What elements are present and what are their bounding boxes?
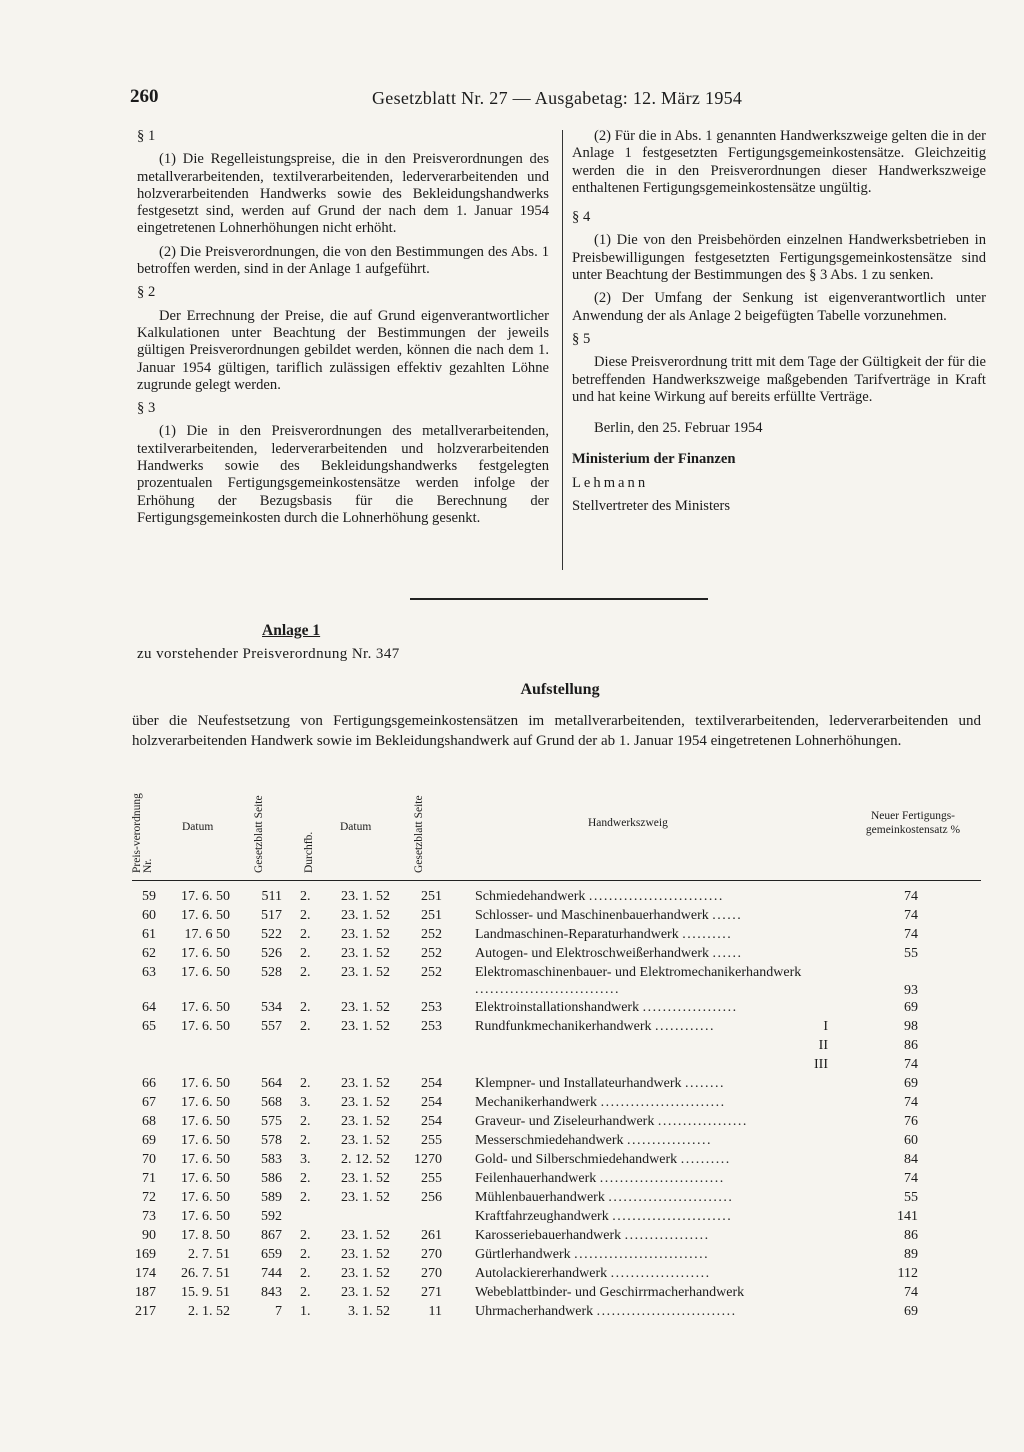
cell-zweig — [475, 1189, 815, 1206]
cell-satz: 98 — [904, 1019, 918, 1034]
cell-zweig — [475, 907, 815, 924]
cell-seite: 568 — [261, 1095, 282, 1110]
section-heading-1: § 1 — [137, 128, 156, 144]
aufstellung-intro: über die Neufestsetzung von Fertigungsgemeinkostensätzen im metallverarbeitenden, textilverarbeitenden, lederverarbeitenden und holzverarbeitenden Handwerk sowie im Bekleidungshandwerk auf Grund der ab 1. Januar 1954 eingetretenen Lohnerhöhungen. — [132, 713, 981, 749]
leader-dots: ........................ — [612, 1209, 733, 1224]
cell-satz: 69 — [904, 1076, 918, 1091]
cell-nr: 69 — [142, 1133, 156, 1148]
cell-zweig — [475, 1075, 815, 1092]
paragraph-s3-p2: (2) Für die in Abs. 1 genannten Handwerkszweige gelten die in der Anlage 1 festgesetzten Fertigungsgemeinkostensätze. Gleichzeitig werden die in den Preisverordnungen dieser Handwerkszweige enthaltenen Fertigungsgemeinkostensätze ungültig. — [572, 128, 986, 196]
cell-nr: 174 — [135, 1266, 156, 1281]
table-row — [0, 1265, 1024, 1284]
cell-datum: 15. 9. 51 — [181, 1285, 230, 1300]
cell-zweig-text: Klempner- und Installateurhandwerk — [475, 1076, 682, 1091]
leader-dots: .......... — [680, 1152, 731, 1167]
table-row — [0, 1094, 1024, 1113]
leader-dots: ...... — [712, 946, 743, 961]
cell-zweig-text: Gold- und Silberschmiedehandwerk — [475, 1152, 678, 1167]
cell-seite: 522 — [261, 927, 282, 942]
cell-datum2: 23. 1. 52 — [341, 1114, 390, 1129]
cell-seite2: 251 — [421, 889, 442, 904]
header-handwerkszweig: Handwerkszweig — [588, 817, 668, 829]
cell-datum2: 3. 1. 52 — [348, 1304, 390, 1319]
cell-durchf: 2. — [300, 1228, 311, 1243]
cell-seite: 586 — [261, 1171, 282, 1186]
cell-seite2: 254 — [421, 1076, 442, 1091]
cell-satz: 74 — [904, 1171, 918, 1186]
cell-durchf: 2. — [300, 1000, 311, 1015]
cell-nr: 66 — [142, 1076, 156, 1091]
page-header-title: Gesetzblatt Nr. 27 — Ausgabetag: 12. März 1954 — [372, 88, 743, 108]
cell-nr: 217 — [135, 1304, 156, 1319]
cell-seite2: 253 — [421, 1019, 442, 1034]
cell-satz: 55 — [904, 946, 918, 961]
cell-roman: III — [814, 1057, 828, 1072]
signatory-name: Lehmann — [572, 474, 649, 491]
cell-zweig-text: Elektroinstallationshandwerk — [475, 1000, 640, 1015]
cell-satz: 60 — [904, 1133, 918, 1148]
table-row — [0, 1056, 1024, 1075]
cell-zweig-text: Mühlenbauerhandwerk — [475, 1190, 605, 1205]
cell-datum: 17. 6. 50 — [181, 1095, 230, 1110]
table-row — [0, 1189, 1024, 1208]
paragraph-s5-p1: Diese Preisverordnung tritt mit dem Tage der Gültigkeit der für die betreffenden Handwerkszweige maßgebenden Tarifverträge in Kraft und hat keine Wirkung auf bereits erfüllte Verträge. — [572, 354, 986, 405]
table-header — [132, 781, 981, 881]
leader-dots: ............................. — [475, 982, 620, 997]
leader-dots: ................. — [627, 1133, 713, 1148]
cell-nr: 60 — [142, 908, 156, 923]
cell-seite: 589 — [261, 1190, 282, 1205]
page-number: 260 — [130, 86, 159, 107]
cell-nr: 72 — [142, 1190, 156, 1205]
cell-satz: 69 — [904, 1304, 918, 1319]
cell-zweig-text: Elektromaschinenbauer- und Elektromechanikerhandwerk — [475, 965, 802, 980]
cell-seite2: 253 — [421, 1000, 442, 1015]
cell-zweig-text: Landmaschinen-Reparaturhandwerk — [475, 927, 679, 942]
cell-satz: 86 — [904, 1228, 918, 1243]
aufstellung-heading: Aufstellung — [520, 681, 600, 698]
cell-satz: 86 — [904, 1038, 918, 1053]
cell-satz: 76 — [904, 1114, 918, 1129]
cell-zweig — [475, 1265, 815, 1282]
cell-datum2: 23. 1. 52 — [341, 1247, 390, 1262]
leader-dots: ...... — [712, 908, 743, 923]
place-date: Berlin, den 25. Februar 1954 — [594, 420, 763, 437]
cell-nr: 67 — [142, 1095, 156, 1110]
leader-dots: ......................... — [600, 1095, 726, 1110]
ministry-name: Ministerium der Finanzen — [572, 451, 736, 468]
header-gesetzblatt-seite: Gesetzblatt Seite — [253, 795, 265, 873]
cell-zweig-text: Mechanikerhandwerk — [475, 1095, 598, 1110]
cell-datum2: 23. 1. 52 — [341, 1266, 390, 1281]
cell-seite: 578 — [261, 1133, 282, 1148]
cell-seite2: 261 — [421, 1228, 442, 1243]
cell-seite: 557 — [261, 1019, 282, 1034]
cell-satz: 74 — [904, 1285, 918, 1300]
table-header-rule — [132, 880, 981, 881]
cell-datum: 17. 6. 50 — [181, 1019, 230, 1034]
cell-seite2: 271 — [421, 1285, 442, 1300]
cell-durchf: 2. — [300, 965, 311, 980]
cell-nr: 65 — [142, 1019, 156, 1034]
cell-durchf: 2. — [300, 1247, 311, 1262]
table-row — [0, 1284, 1024, 1303]
cell-nr: 59 — [142, 889, 156, 904]
paragraph-s1-p1: (1) Die Regelleistungspreise, die in den Preisverordnungen des metallverarbeitenden, textilverarbeitenden, lederverarbeitenden und holzverarbeitenden Handwerks sowie des Bekleidungshandwerks festgesetzt sind, werden auf Grund der nach dem 1. Januar 1954 eingetretenen Lohnerhöhungen nicht erhöht. — [137, 151, 549, 237]
table-row — [0, 1132, 1024, 1151]
header-preisverordnung-nr: Preis-verordnung Nr. — [131, 793, 154, 873]
cell-datum: 17. 6. 50 — [181, 1114, 230, 1129]
cell-nr: 68 — [142, 1114, 156, 1129]
table-row — [0, 1227, 1024, 1246]
cell-durchf: 2. — [300, 1114, 311, 1129]
cell-zweig — [475, 1246, 815, 1263]
cell-seite2: 251 — [421, 908, 442, 923]
cell-roman: II — [818, 1038, 828, 1053]
cell-seite: 867 — [261, 1228, 282, 1243]
cell-datum2: 23. 1. 52 — [341, 889, 390, 904]
cell-durchf: 2. — [300, 1190, 311, 1205]
cell-datum: 17. 6. 50 — [181, 946, 230, 961]
table-row — [0, 888, 1024, 907]
table-row — [0, 945, 1024, 964]
left-column — [137, 128, 549, 533]
cell-durchf: 2. — [300, 889, 311, 904]
leader-dots: ............ — [655, 1019, 715, 1034]
cell-zweig-text: Rundfunkmechanikerhandwerk — [475, 1019, 652, 1034]
cell-satz: 55 — [904, 1190, 918, 1205]
cell-zweig-text: Schlosser- und Maschinenbauerhandwerk — [475, 908, 709, 923]
leader-dots: .................... — [610, 1266, 711, 1281]
table-row — [0, 999, 1024, 1018]
cell-satz: 141 — [897, 1209, 918, 1224]
cell-datum2: 23. 1. 52 — [341, 1019, 390, 1034]
cell-zweig — [475, 999, 815, 1016]
cell-nr: 90 — [142, 1228, 156, 1243]
cell-datum: 17. 6. 50 — [181, 1209, 230, 1224]
cell-zweig-text: Autolackiererhandwerk — [475, 1266, 608, 1281]
table-row — [0, 907, 1024, 926]
cell-datum2: 23. 1. 52 — [341, 965, 390, 980]
cell-durchf: 3. — [300, 1152, 311, 1167]
cell-durchf: 3. — [300, 1095, 311, 1110]
column-divider — [562, 130, 563, 570]
cell-datum: 17. 6. 50 — [181, 1133, 230, 1148]
table-row — [0, 1151, 1024, 1170]
section-separator — [410, 598, 708, 600]
cell-seite2: 270 — [421, 1266, 442, 1281]
table-row — [0, 1246, 1024, 1265]
cell-seite2: 1270 — [414, 1152, 442, 1167]
cell-satz: 112 — [897, 1266, 918, 1281]
cell-durchf: 2. — [300, 927, 311, 942]
cell-datum: 17. 6 50 — [184, 927, 230, 942]
cell-nr: 63 — [142, 965, 156, 980]
cell-datum: 17. 6. 50 — [181, 965, 230, 980]
cell-nr: 73 — [142, 1209, 156, 1224]
cell-seite: 526 — [261, 946, 282, 961]
cell-zweig — [475, 1227, 815, 1244]
cell-seite: 511 — [261, 889, 282, 904]
cell-seite: 583 — [261, 1152, 282, 1167]
cell-satz: 74 — [904, 889, 918, 904]
table-row — [0, 926, 1024, 945]
cell-zweig-text: Uhrmacherhandwerk — [475, 1304, 594, 1319]
cell-datum: 17. 6. 50 — [181, 1076, 230, 1091]
cell-datum: 26. 7. 51 — [181, 1266, 230, 1281]
section-heading-3: § 3 — [137, 400, 156, 417]
cell-seite: 528 — [261, 965, 282, 980]
cell-datum2: 23. 1. 52 — [341, 1133, 390, 1148]
cell-satz: 89 — [904, 1247, 918, 1262]
cell-seite: 744 — [261, 1266, 282, 1281]
cell-seite2: 252 — [421, 927, 442, 942]
cell-seite2: 255 — [421, 1171, 442, 1186]
cell-seite2: 255 — [421, 1133, 442, 1148]
table-row — [0, 1303, 1024, 1322]
header-durchfb: Durchfb. — [303, 831, 315, 873]
table-row — [0, 964, 1024, 999]
cell-datum: 17. 6. 50 — [181, 889, 230, 904]
cell-seite: 534 — [261, 1000, 282, 1015]
table-row — [0, 1113, 1024, 1132]
cell-datum2: 23. 1. 52 — [341, 946, 390, 961]
cell-datum2: 23. 1. 52 — [341, 1285, 390, 1300]
leader-dots: ................... — [642, 1000, 738, 1015]
cell-durchf: 2. — [300, 1266, 311, 1281]
cell-roman: I — [823, 1019, 828, 1034]
paragraph-s4-p2: (2) Der Umfang der Senkung ist eigenverantwortlich unter Anwendung der als Anlage 2 beigefügten Tabelle vorzunehmen. — [572, 290, 986, 324]
cell-seite2: 270 — [421, 1247, 442, 1262]
cell-datum2: 23. 1. 52 — [341, 908, 390, 923]
cell-zweig — [475, 926, 815, 943]
header-datum: Datum — [182, 821, 214, 833]
table-row — [0, 1018, 1024, 1037]
signatory-title: Stellvertreter des Ministers — [572, 498, 731, 515]
cell-datum: 17. 8. 50 — [181, 1228, 230, 1243]
cell-seite2: 11 — [428, 1304, 442, 1319]
cell-satz: 93 — [904, 983, 918, 998]
right-column — [572, 128, 986, 521]
leader-dots: ........................... — [588, 889, 724, 904]
cell-zweig — [475, 1284, 815, 1301]
leader-dots: .......... — [682, 927, 733, 942]
cell-datum: 2. 1. 52 — [188, 1304, 230, 1319]
cell-zweig-text: Schmiedehandwerk — [475, 889, 586, 904]
cell-datum: 17. 6. 50 — [181, 1190, 230, 1205]
cell-zweig — [475, 1303, 815, 1320]
table-row — [0, 1208, 1024, 1227]
cell-zweig — [475, 1113, 815, 1130]
cell-nr: 71 — [142, 1171, 156, 1186]
header-datum-2: Datum — [340, 821, 372, 833]
cell-satz: 74 — [904, 908, 918, 923]
cell-seite: 575 — [261, 1114, 282, 1129]
section-heading-4: § 4 — [572, 209, 591, 226]
cell-nr: 187 — [135, 1285, 156, 1300]
cell-durchf: 2. — [300, 1285, 311, 1300]
cell-seite2: 256 — [421, 1190, 442, 1205]
cell-seite2: 254 — [421, 1114, 442, 1129]
cell-zweig — [475, 1132, 815, 1149]
cell-seite2: 252 — [421, 946, 442, 961]
cell-nr: 64 — [142, 1000, 156, 1015]
leader-dots: ......................... — [599, 1171, 725, 1186]
cell-satz: 69 — [904, 1000, 918, 1015]
cell-zweig-text: Webeblattbinder- und Geschirrmacherhandwerk — [475, 1285, 745, 1300]
cell-zweig — [475, 1208, 815, 1225]
cell-zweig-text: Autogen- und Elektroschweißerhandwerk — [475, 946, 710, 961]
cell-zweig-text: Feilenhauerhandwerk — [475, 1171, 597, 1186]
cell-seite: 564 — [261, 1076, 282, 1091]
table-row — [0, 1037, 1024, 1056]
table-row — [0, 1075, 1024, 1094]
cell-nr: 62 — [142, 946, 156, 961]
leader-dots: ........ — [685, 1076, 726, 1091]
cell-seite2: 252 — [421, 965, 442, 980]
cell-nr: 70 — [142, 1152, 156, 1167]
cell-seite: 7 — [275, 1304, 282, 1319]
section-heading-5: § 5 — [572, 330, 591, 347]
cell-zweig — [475, 945, 815, 962]
cell-durchf: 2. — [300, 946, 311, 961]
cell-satz: 74 — [904, 1057, 918, 1072]
cell-zweig — [475, 888, 815, 905]
table-row — [0, 1170, 1024, 1189]
cell-datum2: 23. 1. 52 — [341, 1076, 390, 1091]
cell-zweig-text: Messerschmiedehandwerk — [475, 1133, 624, 1148]
leader-dots: ................. — [624, 1228, 710, 1243]
anlage-subtitle: zu vorstehender Preisverordnung Nr. 347 — [137, 646, 400, 662]
cell-zweig-text: Kraftfahrzeughandwerk — [475, 1209, 609, 1224]
cell-datum: 2. 7. 51 — [188, 1247, 230, 1262]
cell-durchf: 1. — [300, 1304, 311, 1319]
cell-zweig — [475, 1094, 815, 1111]
cell-zweig-text: Graveur- und Ziseleurhandwerk — [475, 1114, 655, 1129]
cell-datum2: 23. 1. 52 — [341, 1171, 390, 1186]
cell-durchf: 2. — [300, 1171, 311, 1186]
cell-datum: 17. 6. 50 — [181, 1000, 230, 1015]
paragraph-s4-p1: (1) Die von den Preisbehörden einzelnen Handwerksbetrieben in Preisbewilligungen festgesetzten Fertigungsgemeinkostensätze sind unter Beachtung der Bestimmungen des § 3 Abs. 1 zu senken. — [572, 232, 986, 284]
cell-datum: 17. 6. 50 — [181, 1171, 230, 1186]
paragraph-s2-p1: Der Errechnung der Preise, die auf Grund eigenverantwortlicher Kalkulationen unter Beachtung der Bestimmungen der jeweils gültigen Preisverordnungen gebildet werden, können die nach dem 1. Januar 1954 gültigen, tariflich zulässigen effektiv gezahlten Löhne zugrunde gelegt werden. — [137, 307, 549, 393]
cell-seite: 843 — [261, 1285, 282, 1300]
cell-zweig-text: Gürtlerhandwerk — [475, 1247, 571, 1262]
cell-nr: 169 — [135, 1247, 156, 1262]
header-neuer-satz: Neuer Fertigungs-gemeinkostensatz % — [865, 810, 961, 836]
cell-zweig-text: Karosseriebauerhandwerk — [475, 1228, 622, 1243]
cell-satz: 74 — [904, 1095, 918, 1110]
cell-datum2: 23. 1. 52 — [341, 1228, 390, 1243]
cell-datum: 17. 6. 50 — [181, 908, 230, 923]
section-heading-2: § 2 — [137, 284, 156, 301]
cell-datum2: 2. 12. 52 — [341, 1152, 390, 1167]
cell-seite: 659 — [261, 1247, 282, 1262]
cell-datum2: 23. 1. 52 — [341, 1000, 390, 1015]
cell-satz: 84 — [904, 1152, 918, 1167]
cell-datum2: 23. 1. 52 — [341, 1190, 390, 1205]
leader-dots: .................. — [657, 1114, 748, 1129]
cell-zweig — [475, 964, 815, 998]
cell-datum2: 23. 1. 52 — [341, 927, 390, 942]
cell-zweig — [475, 1151, 815, 1168]
cell-satz: 74 — [904, 927, 918, 942]
cell-seite: 517 — [261, 908, 282, 923]
cell-zweig — [475, 1170, 815, 1187]
cell-seite: 592 — [261, 1209, 282, 1224]
paragraph-s3-p1: (1) Die in den Preisverordnungen des metallverarbeitenden, textilverarbeitenden, lederverarbeitenden und holzverarbeitenden Handwerks sowie des Bekleidungshandwerks festgelegten prozentualen Fertigungsgemeinkostensätze werden infolge der Erhöhung der Bezugsbasis für die Berechnung der Fertigungsgemeinkosten durch die Lohnerhöhung gesenkt. — [137, 423, 549, 526]
cell-datum: 17. 6. 50 — [181, 1152, 230, 1167]
cell-durchf: 2. — [300, 1133, 311, 1148]
cell-datum2: 23. 1. 52 — [341, 1095, 390, 1110]
cell-seite2: 254 — [421, 1095, 442, 1110]
anlage-title: Anlage 1 — [262, 622, 321, 639]
leader-dots: ......................... — [608, 1190, 734, 1205]
leader-dots: ........................... — [574, 1247, 710, 1262]
table-body — [0, 888, 1024, 1322]
cell-durchf: 2. — [300, 908, 311, 923]
cell-durchf: 2. — [300, 1019, 311, 1034]
header-gesetzblatt-seite-2: Gesetzblatt Seite — [413, 795, 425, 873]
leader-dots: ............................ — [596, 1304, 737, 1319]
paragraph-s1-p2: (2) Die Preisverordnungen, die von den Bestimmungen des Abs. 1 betroffen werden, sind in der Anlage 1 aufgeführt. — [137, 243, 549, 278]
cell-zweig — [475, 1018, 815, 1035]
cell-nr: 61 — [142, 927, 156, 942]
cell-durchf: 2. — [300, 1076, 311, 1091]
